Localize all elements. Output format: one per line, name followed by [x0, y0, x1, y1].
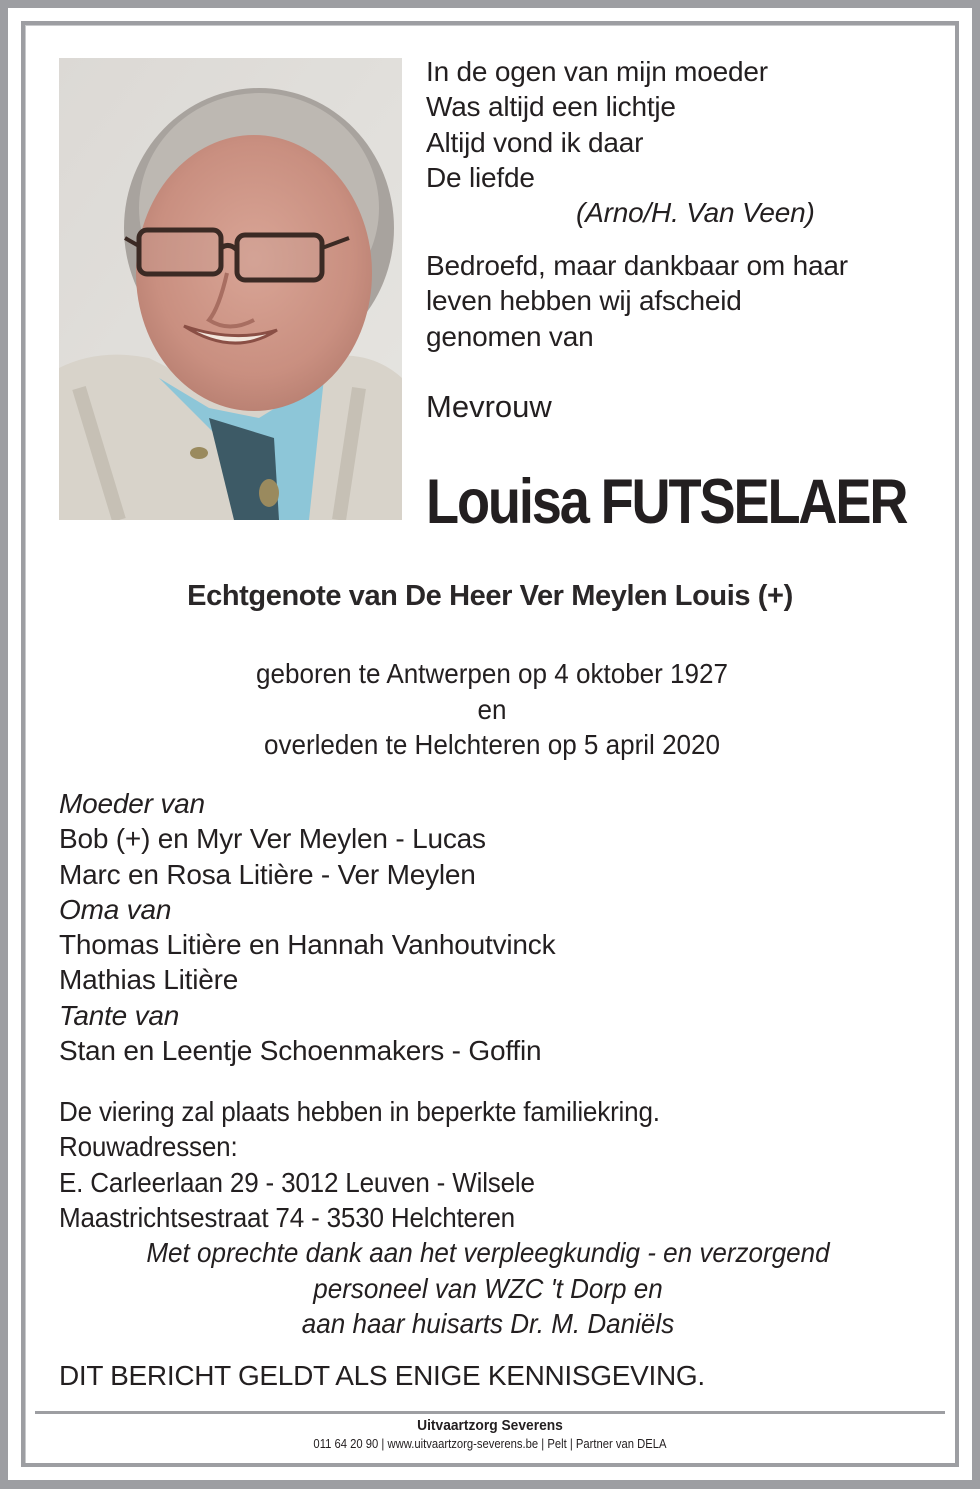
- footer-divider: [35, 1411, 945, 1414]
- portrait-photo: [59, 58, 402, 520]
- family-heading: Oma van: [59, 893, 172, 925]
- death-line: overleden te Helchteren op 5 april 2020: [263, 729, 720, 760]
- birth-line: geboren te Antwerpen op 4 oktober 1927: [256, 658, 728, 689]
- family-member: Bob (+) en Myr Ver Meylen - Lucas: [59, 823, 486, 855]
- family-list: [59, 786, 555, 1068]
- intro-line: Bedroefd, maar dankbaar om haar: [426, 250, 848, 281]
- family-member: Marc en Rosa Litière - Ver Meylen: [59, 858, 476, 890]
- address-line: E. Carleerlaan 29 - 3012 Leuven - Wilsele: [59, 1166, 535, 1198]
- addresses-label: Rouwadressen:: [59, 1131, 238, 1163]
- family-member: Stan en Leentje Schoenmakers - Goffin: [59, 1035, 542, 1067]
- dates-connector: en: [477, 693, 507, 725]
- poem-line: De liefde: [426, 161, 535, 193]
- family-heading: Tante van: [59, 999, 180, 1031]
- closing-info: [59, 1094, 660, 1235]
- family-heading: Moeder van: [59, 788, 205, 819]
- thanks-line: personeel van WZC 't Dorp en: [313, 1272, 663, 1304]
- honorific-title: Mevrouw: [426, 389, 552, 424]
- poem-line: Was altijd een lichtje: [426, 91, 676, 123]
- portrait-image: [59, 58, 402, 520]
- poem-credit: (Arno/H. Van Veen): [576, 197, 815, 228]
- ceremony-text: De viering zal plaats hebben in beperkte familiekring.: [59, 1096, 660, 1127]
- family-member: Thomas Litière en Hannah Vanhoutvinck: [59, 929, 556, 961]
- life-dates: [34, 656, 949, 763]
- spouse-line: Echtgenote van De Heer Ver Meylen Louis (+): [187, 580, 793, 612]
- thanks-line: aan haar huisarts Dr. M. Daniëls: [301, 1308, 675, 1339]
- address-line: Maastrichtsestraat 74 - 3530 Helchteren: [59, 1201, 515, 1233]
- family-member: Mathias Litière: [59, 964, 239, 996]
- deceased-name: Louisa FUTSELAER: [426, 467, 907, 537]
- intro-text: [426, 248, 848, 354]
- thanks-text: [34, 1235, 942, 1342]
- poem-line: In de ogen van mijn moeder: [426, 56, 768, 87]
- intro-line: genomen van: [426, 320, 594, 352]
- notice-text: DIT BERICHT GELDT ALS ENIGE KENNISGEVING.: [59, 1360, 705, 1391]
- poem: [426, 54, 768, 195]
- thanks-line: Met oprechte dank aan het verpleegkundig - en verzorgend: [146, 1237, 830, 1268]
- poem-line: Altijd vond ik daar: [426, 126, 644, 158]
- intro-line: leven hebben wij afscheid: [426, 285, 742, 317]
- funeral-home-contact: 011 64 20 90 | www.uitvaartzorg-severens.be | Pelt | Partner van DELA: [313, 1437, 667, 1451]
- funeral-home-name: Uitvaartzorg Severens: [417, 1417, 563, 1434]
